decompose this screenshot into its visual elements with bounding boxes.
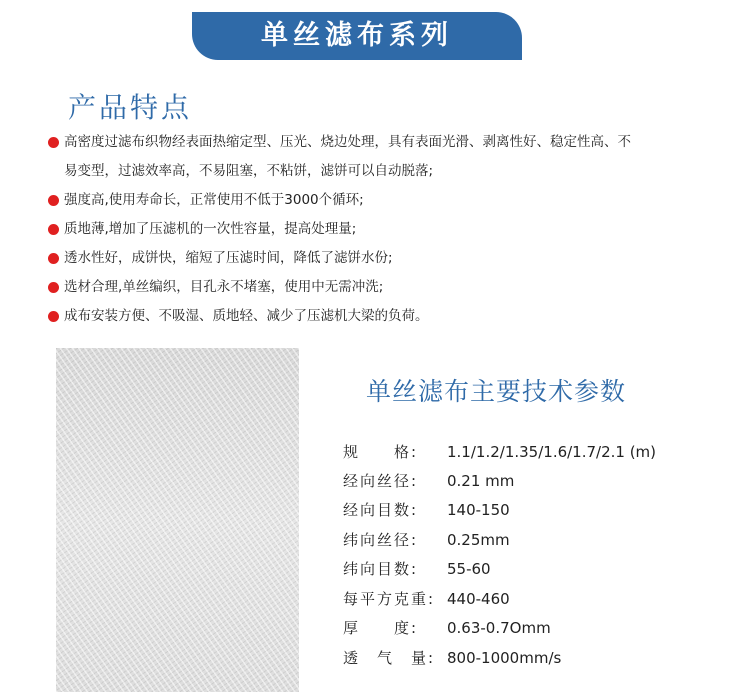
params-title: 单丝滤布主要技术参数	[366, 377, 627, 406]
bullet-icon	[48, 224, 59, 235]
feature-text: 高密度过滤布织物经表面热缩定型、压光、烧边处理，具有表面光滑、剥离性好、稳定性高、不	[64, 134, 631, 150]
spec-value: 55-60	[447, 560, 491, 578]
spec-label: 厚 度:	[343, 619, 419, 637]
spec-row-warp-mesh	[343, 495, 510, 525]
spec-row-warp-diameter	[343, 466, 514, 496]
spec-value: 800-1000mm/s	[447, 649, 562, 667]
feature-text: 成布安装方便、不吸湿、质地轻、减少了压滤机大梁的负荷。	[64, 308, 429, 324]
feature-text: 选材合理,单丝编织，目孔永不堵塞，使用中无需冲洗;	[64, 279, 384, 295]
spec-row-thickness	[343, 613, 551, 643]
feature-text: 质地薄,增加了压滤机的一次性容量，提高处理量;	[64, 221, 357, 237]
spec-value: 0.63-0.7Omm	[447, 619, 551, 637]
feature-item	[48, 186, 738, 215]
spec-label: 经向目数:	[343, 501, 419, 519]
bullet-icon	[48, 137, 59, 148]
fabric-sample-image	[56, 348, 299, 692]
feature-item	[48, 244, 738, 273]
spec-label: 经向丝径:	[343, 472, 419, 490]
spec-value: 0.25mm	[447, 531, 510, 549]
spec-label: 透 气 量:	[343, 649, 436, 667]
spec-row-permeability	[343, 643, 561, 673]
spec-value: 440-460	[447, 590, 510, 608]
feature-text: 易变型，过滤效率高，不易阻塞，不粘饼，滤饼可以自动脱落;	[64, 163, 434, 179]
bullet-icon	[48, 195, 59, 206]
feature-item	[48, 273, 738, 302]
series-banner	[192, 12, 522, 60]
feature-item	[48, 215, 738, 244]
spec-label: 纬向目数:	[343, 560, 419, 578]
features-list	[48, 128, 738, 331]
bullet-icon	[48, 311, 59, 322]
spec-value: 140-150	[447, 501, 510, 519]
spec-row-size	[343, 437, 656, 467]
feature-item-continued	[48, 157, 738, 186]
spec-row-weft-mesh	[343, 554, 491, 584]
feature-item	[48, 302, 738, 331]
spec-label: 规 格:	[343, 443, 419, 461]
spec-row-weight	[343, 584, 510, 614]
bullet-icon	[48, 253, 59, 264]
feature-item	[48, 128, 738, 157]
feature-text: 强度高,使用寿命长，正常使用不低于3000个循环;	[64, 192, 364, 208]
spec-label: 纬向丝径:	[343, 531, 419, 549]
bullet-icon	[48, 282, 59, 293]
spec-value: 0.21 mm	[447, 472, 515, 490]
spec-value: 1.1/1.2/1.35/1.6/1.7/2.1 (m)	[447, 443, 657, 461]
spec-row-weft-diameter	[343, 525, 510, 555]
feature-text: 透水性好，成饼快，缩短了压滤时间，降低了滤饼水份;	[64, 250, 393, 266]
spec-label: 每平方克重:	[343, 590, 436, 608]
banner-title: 单丝滤布系列	[261, 20, 453, 51]
features-heading: 产品特点	[68, 91, 193, 124]
